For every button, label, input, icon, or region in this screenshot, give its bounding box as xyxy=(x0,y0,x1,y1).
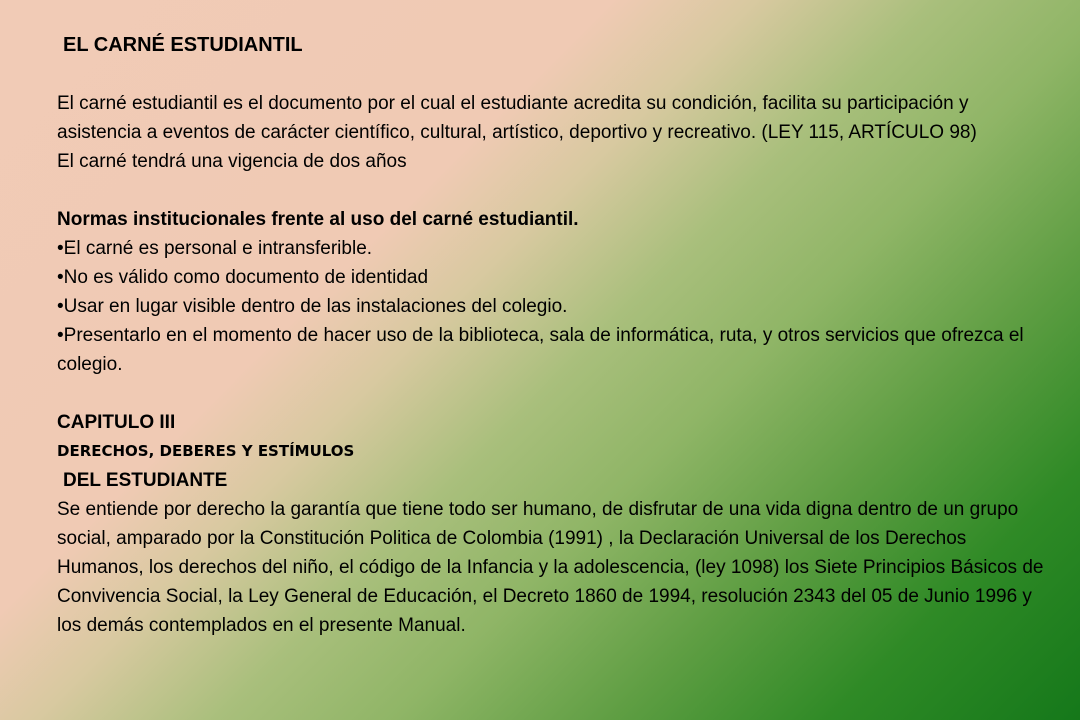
intro-paragraph: El carné estudiantil es el documento por el cual el estudiante acredita su condición, facilita su participación y asistencia a eventos de carácter científico, cultural, artístico, deportivo y recreativo. (LEY 115, ARTÍCULO 98) xyxy=(57,93,977,143)
norm-item: •No es válido como documento de identidad xyxy=(57,267,429,288)
validity-line: El carné tendrá una vigencia de dos años xyxy=(57,151,407,172)
slide-title: EL CARNÉ ESTUDIANTIL xyxy=(63,34,303,56)
slide-content xyxy=(57,30,1057,640)
norm-item: •Presentarlo en el momento de hacer uso de la biblioteca, sala de informática, ruta, y otros servicios que ofrezca el colegio. xyxy=(57,325,1024,375)
chapter-subtitle: DERECHOS, DEBERES Y ESTÍMULOS xyxy=(57,442,355,460)
norm-item: •Usar en lugar visible dentro de las instalaciones del colegio. xyxy=(57,296,568,317)
chapter-heading: CAPITULO III xyxy=(57,412,176,433)
norm-item: •El carné es personal e intransferible. xyxy=(57,238,373,259)
chapter-subtitle-2: DEL ESTUDIANTE xyxy=(63,470,228,491)
spacer xyxy=(57,176,1057,205)
norms-heading: Normas institucionales frente al uso del carné estudiantil. xyxy=(57,209,579,230)
rights-paragraph: Se entiende por derecho la garantía que tiene todo ser humano, de disfrutar de una vida digna dentro de un grupo social, amparado por la Constitución Politica de Colombia (1991) , la Declaración Universal de los Derechos Humanos, los derechos del niño, el código de la Infancia y la adolescencia, (ley 1098) los Siete Principios Básicos de Convivencia Social, la Ley General de Educación, el Decreto 1860 de 1994, resolución 2343 del 05 de Junio 1996 y los demás contemplados en el presente Manual. xyxy=(57,499,1044,636)
spacer xyxy=(57,379,1057,408)
